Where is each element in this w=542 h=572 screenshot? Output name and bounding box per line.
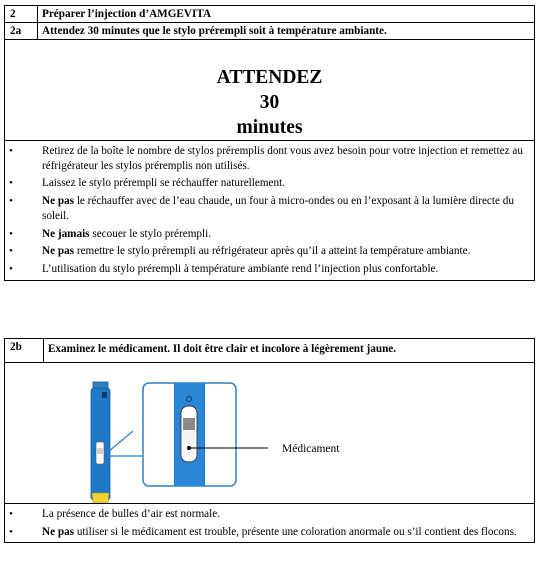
step-title: Préparer l’injection d’AMGEVITA	[38, 6, 535, 23]
item-text: remettre le stylo prérempli au réfrigérateur après qu’il a atteint la température ambiante.	[74, 245, 471, 258]
wait-line-2: 30	[259, 92, 280, 113]
item-text: utiliser si le médicament est trouble, présente une coloration anormale ou s’il contient des flocons.	[74, 525, 517, 538]
list-item	[5, 227, 526, 242]
step-2b-table	[4, 338, 535, 543]
item-text: Laissez le stylo prérempli se réchauffer naturellement.	[42, 177, 286, 190]
list-item	[5, 194, 526, 223]
item-text: secouer le stylo prérempli.	[89, 227, 212, 240]
figure-cell	[5, 363, 535, 504]
instructions-cell	[5, 141, 535, 281]
item-text: La présence de bulles d’air est normale.	[42, 508, 220, 520]
wait-line-1: ATTENDEZ	[216, 67, 323, 88]
medication-label: Médicament	[282, 443, 340, 455]
substep-title: Examinez le médicament. Il doit être clair et incolore à légèrement jaune.	[44, 339, 535, 363]
wait-line-3: minutes	[236, 117, 303, 138]
zoomed-window-icon	[143, 383, 236, 486]
wait-notice	[5, 40, 535, 141]
bold-prefix: Ne pas	[42, 525, 75, 538]
list-item	[5, 144, 526, 173]
bold-prefix: Ne jamais	[42, 227, 90, 240]
substep-title: Attendez 30 minutes que le stylo prérempli soit à température ambiante.	[38, 23, 535, 40]
bold-prefix: Ne pas	[42, 245, 75, 258]
pen-figure	[5, 363, 534, 503]
instructions-cell	[5, 504, 535, 543]
step-2-table	[4, 5, 535, 281]
instruction-list	[5, 504, 534, 542]
substep-number: 2a	[5, 23, 38, 40]
list-item	[5, 176, 526, 191]
instruction-list	[5, 141, 534, 280]
bold-prefix: Ne pas	[42, 195, 75, 208]
item-text: le réchauffer avec de l’eau chaude, un four à micro-ondes ou en l’exposant à la lumière directe du soleil.	[42, 195, 514, 222]
item-text: L’utilisation du stylo prérempli à température ambiante rend l’injection plus confortable.	[42, 262, 439, 275]
pen-icon	[91, 382, 110, 503]
item-text: Retirez de la boîte le nombre de stylos préremplis dont vous avez besoin pour votre injection et remettez au réfrigérateur les stylos préremplis non utilisés.	[42, 145, 523, 172]
substep-number: 2b	[5, 339, 44, 363]
prefilled-pen-illustration	[5, 363, 534, 503]
list-item	[5, 525, 526, 540]
list-item	[5, 244, 526, 259]
list-item	[5, 507, 526, 522]
step-number: 2	[5, 6, 38, 23]
list-item	[5, 262, 526, 277]
